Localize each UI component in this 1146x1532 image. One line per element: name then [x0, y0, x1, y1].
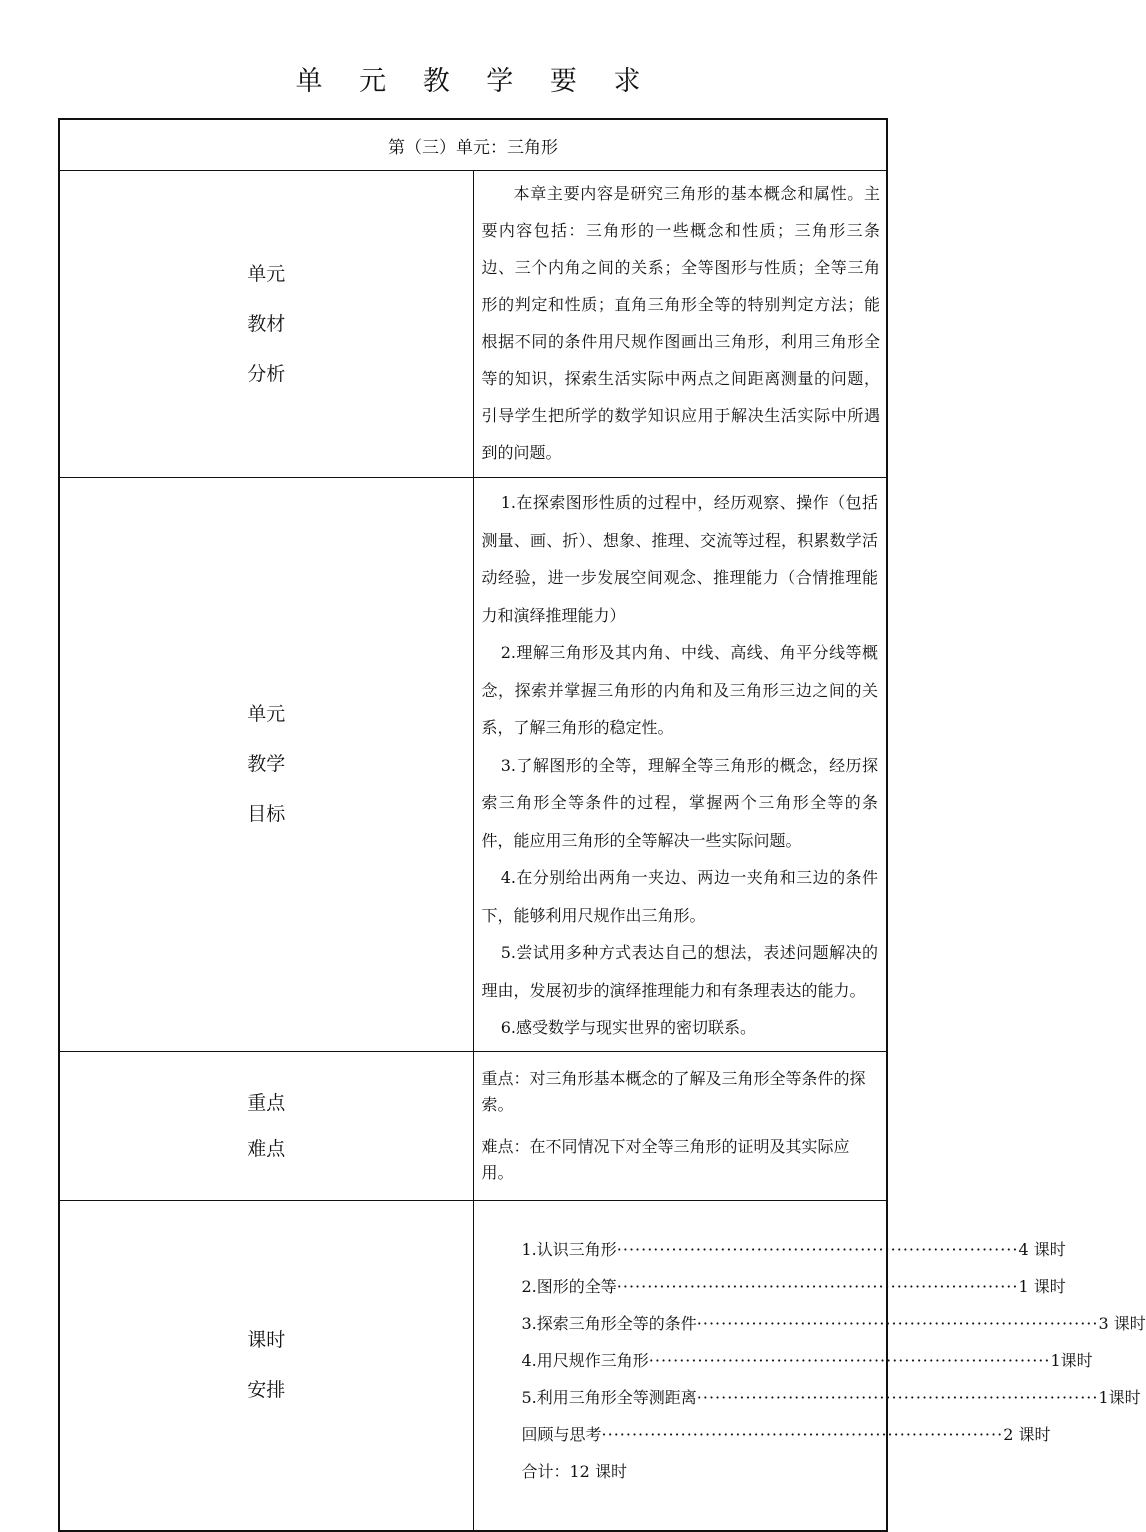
label-line: 目标 [247, 803, 286, 826]
difficult-point: 难点：在不同情况下对全等三角形的证明及其实际应用。 [481, 1136, 850, 1182]
schedule-item [521, 1268, 1066, 1305]
label-line: 单元 [247, 263, 286, 285]
schedule-item-name: 1.认识三角形 [521, 1239, 617, 1259]
schedule-item-name: 3.探索三角形全等的条件 [521, 1313, 697, 1333]
label-line: 安排 [247, 1379, 286, 1401]
keypoints-row [59, 1051, 887, 1200]
label-line: 分析 [247, 363, 286, 385]
dot-leader: ·································································· [601, 1424, 1004, 1444]
label-line: 课时 [247, 1329, 286, 1351]
schedule-list [474, 1201, 1146, 1530]
dot-leader: ·································································· [696, 1313, 1099, 1333]
goals-list [474, 478, 887, 1051]
keypoints-list [474, 1052, 887, 1200]
unit-requirements-table [58, 118, 1146, 1532]
label-line: 重点 [247, 1091, 286, 1114]
schedule-item-name: 2.图形的全等 [521, 1276, 617, 1296]
schedule-item [521, 1379, 1141, 1416]
label-line: 教材 [247, 313, 286, 335]
unit-heading: 第（三）单元：三角形 [59, 119, 887, 171]
schedule-item [521, 1305, 1146, 1342]
schedule-item [521, 1416, 1051, 1453]
goals-row [59, 478, 887, 1052]
goal-item: 1.在探索图形性质的过程中，经历观察、操作（包括测量、画、折）、想象、推理、交流等过程，积累数学活动经验，进一步发展空间观念、推理能力（合情推理能力和演绎推理能力） [481, 493, 878, 625]
goal-item: 6.感受数学与现实世界的密切联系。 [500, 1018, 756, 1037]
keypoints-content [473, 1051, 887, 1200]
goal-item: 4.在分别给出两角一夹边、两边一夹角和三边的条件下，能够利用尺规作出三角形。 [481, 868, 878, 925]
analysis-row [59, 171, 887, 478]
label-line: 教学 [247, 753, 286, 776]
schedule-item-name: 回顾与思考 [521, 1424, 602, 1444]
goals-label [59, 478, 473, 1052]
dot-leader: ·································································· [616, 1276, 1019, 1296]
label-line: 单元 [247, 703, 286, 726]
schedule-item-name: 4.用尺规作三角形 [521, 1350, 649, 1370]
label-line: 难点 [247, 1137, 286, 1160]
schedule-item-name: 5.利用三角形全等测距离 [521, 1387, 697, 1407]
analysis-content [473, 171, 887, 478]
keypoints-label [59, 1051, 473, 1200]
goal-item: 5.尝试用多种方式表达自己的想法，表述问题解决的理由，发展初步的演绎推理能力和有条理表达的能力。 [481, 943, 878, 1000]
schedule-item-hours: 4 课时 [1018, 1239, 1066, 1259]
schedule-row [59, 1200, 887, 1531]
dot-leader: ·································································· [616, 1239, 1019, 1259]
goal-item: 2.理解三角形及其内角、中线、高线、角平分线等概念，探索并掌握三角形的内角和及三角形三边之间的关系，了解三角形的稳定性。 [481, 643, 878, 737]
page-title: 单 元 教 学 要 求 [295, 66, 655, 97]
schedule-item [521, 1342, 1093, 1379]
key-point: 重点：对三角形基本概念的了解及三角形全等条件的探索。 [481, 1068, 866, 1114]
schedule-item-hours: 2 课时 [1003, 1424, 1051, 1444]
dot-leader: ·································································· [696, 1387, 1099, 1407]
goals-content [473, 478, 887, 1052]
unit-heading-row [59, 119, 887, 171]
analysis-label [59, 171, 473, 478]
schedule-item-hours: 1课时 [1050, 1350, 1093, 1370]
schedule-item-hours: 3 课时 [1098, 1313, 1146, 1333]
schedule-content [473, 1200, 1146, 1531]
schedule-item-hours: 1课时 [1098, 1387, 1141, 1407]
schedule-item-hours: 1 课时 [1018, 1276, 1066, 1296]
dot-leader: ·································································· [648, 1350, 1051, 1370]
analysis-text: 本章主要内容是研究三角形的基本概念和属性。主要内容包括：三角形的一些概念和性质；三角形三条边、三个内角之间的关系；全等图形与性质；全等三角形的判定和性质；直角三角形全等的特别判定方法；能根据不同的条件用尺规作图画出三角形，利用三角形全等的知识，探索生活实际中两点之间距离测量的问题，引导学生把所学的数学知识应用于解决生活实际中所遇到的问题。 [481, 184, 880, 462]
schedule-item [521, 1231, 1066, 1268]
goal-item: 3.了解图形的全等，理解全等三角形的概念，经历探索三角形全等条件的过程，掌握两个三角形全等的条件，能应用三角形的全等解决一些实际问题。 [481, 755, 878, 850]
schedule-label [59, 1200, 473, 1531]
schedule-total: 合计：12 课时 [521, 1461, 627, 1481]
